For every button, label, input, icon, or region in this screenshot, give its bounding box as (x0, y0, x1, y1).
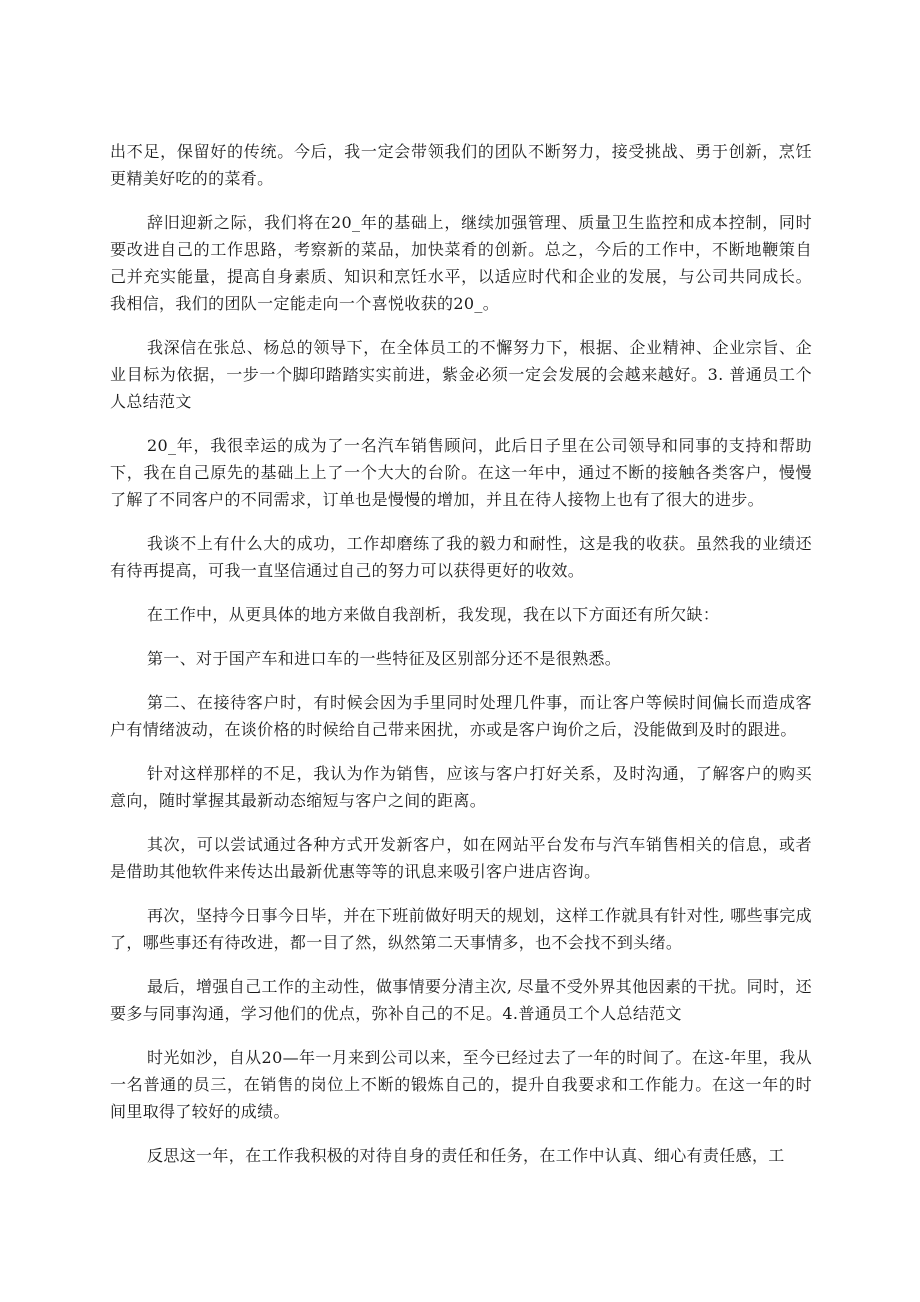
document-body (110, 138, 812, 1186)
paragraph-7: 第一、对于国产车和进口车的一些特征及区别部分还不是很熟悉。 (147, 649, 622, 668)
paragraph-12: 最后，增强自己工作的主动性，做事情要分清主次, 尽量不受外界其他因素的干扰。同时，还要多与同事沟通，学习他们的优点，弥补自己的不足。4.普通员工个人总结范文 (110, 977, 812, 1023)
paragraph-4: 20_年，我很幸运的成为了一名汽车销售顾问，此后日子里在公司领导和同事的支持和帮助下，我在自己原先的基础上上了一个大大的台阶。在这一年中，通过不断的接触各类客户，慢慢了解了不同客户的不同需求，订单也是慢慢的增加，并且在待人接物上也有了很大的进步。 (110, 436, 812, 509)
paragraph-5: 我谈不上有什么大的成功，工作却磨练了我的毅力和耐性，这是我的收获。虽然我的业绩还有待再提高，可我一直坚信通过自己的努力可以获得更好的收效。 (110, 534, 812, 580)
paragraph-6: 在工作中，从更具体的地方来做自我剖析，我发现，我在以下方面还有所欠缺： (147, 605, 720, 624)
paragraph-1: 出不足，保留好的传统。今后，我一定会带领我们的团队不断努力，接受挑战、勇于创新，烹饪更精美好吃的的菜肴。 (110, 142, 812, 188)
paragraph-9: 针对这样那样的不足，我认为作为销售，应该与客户打好关系，及时沟通，了解客户的购买意向，随时掌握其最新动态缩短与客户之间的距离。 (110, 764, 812, 810)
paragraph-2: 辞旧迎新之际，我们将在20_年的基础上，继续加强管理、质量卫生监控和成本控制，同时要改进自己的工作思路，考察新的菜品，加快菜肴的创新。总之，今后的工作中，不断地鞭策自己并充实能量，提高自身素质、知识和烹饪水平，以适应时代和企业的发展，与公司共同成长。我相信，我们的团队一定能走向一个喜悦收获的20_。 (110, 213, 812, 313)
paragraph-8: 第二、在接待客户时，有时候会因为手里同时处理几件事，而让客户等候时间偏长而造成客户有情绪波动，在谈价格的时候给自己带来困扰，亦或是客户询价之后，没能做到及时的跟进。 (110, 693, 812, 739)
paragraph-14: 反思这一年，在工作我积极的对待自身的责任和任务，在工作中认真、细心有责任感，工 (147, 1146, 785, 1165)
paragraph-3: 我深信在张总、杨总的领导下，在全体员工的不懈努力下，根据、企业精神、企业宗旨、企业目标为依据，一步一个脚印踏踏实实前进，紫金必须一定会发展的会越来越好。3. 普通员工个人总结范文 (110, 338, 812, 411)
paragraph-13: 时光如沙，自从20—年一月来到公司以来，至今已经过去了一年的时间了。在这-年里，我从一名普通的员三，在销售的岗位上不断的锻炼自己的，提升自我要求和工作能力。在这一年的时间里取得了较好的成绩。 (110, 1048, 812, 1121)
paragraph-10: 其次，可以尝试通过各种方式开发新客户，如在网站平台发布与汽车销售相关的信息，或者是借助其他软件来传达出最新优惠等等的讯息来吸引客户进店咨询。 (110, 835, 812, 881)
paragraph-11: 再次，坚持今日事今日毕，并在下班前做好明天的规划，这样工作就具有针对性, 哪些事完成了，哪些事还有待改进，都一目了然，纵然第二天事情多，也不会找不到头绪。 (110, 906, 812, 952)
